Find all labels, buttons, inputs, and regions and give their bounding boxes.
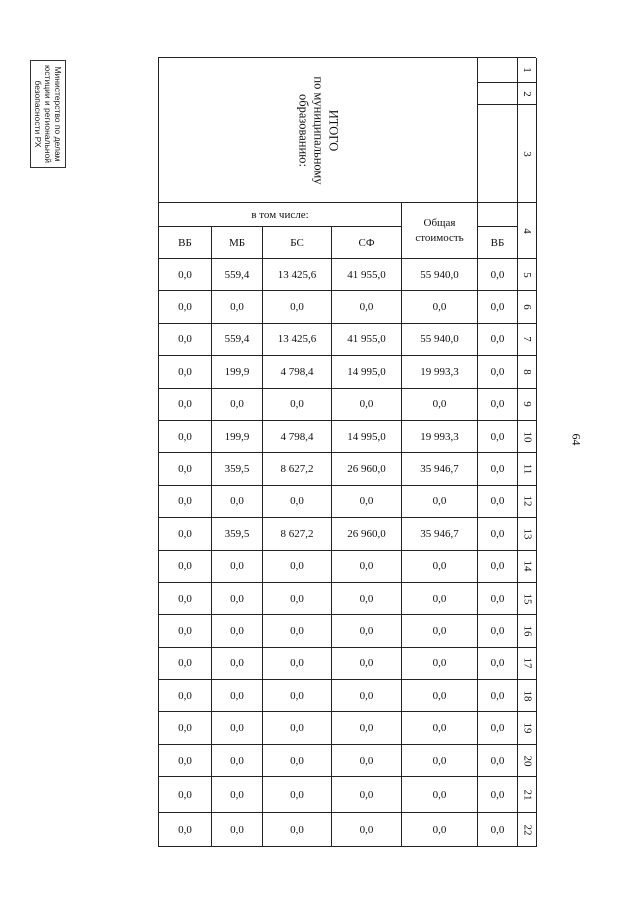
- cell-total: 0,0: [402, 291, 478, 323]
- row-number: 4: [521, 227, 533, 234]
- blank-header-cell: [478, 105, 518, 203]
- row-number-cell: [518, 518, 537, 550]
- row-number-cell: [518, 203, 537, 259]
- cell-total: 0,0: [402, 680, 478, 712]
- cell-total: 19 993,3: [402, 356, 478, 388]
- cell-sf: 0,0: [332, 813, 402, 847]
- column-header-sf: СФ: [332, 227, 402, 259]
- blank-header-cell: [478, 203, 518, 227]
- row-number: 11: [521, 463, 533, 475]
- cell-mb: 359,5: [212, 518, 263, 550]
- row-number-cell: [518, 291, 537, 323]
- cell-vb-2: 0,0: [478, 648, 518, 680]
- cell-bs: 0,0: [263, 745, 332, 777]
- cell-bs: 0,0: [263, 486, 332, 518]
- cell-total: 35 946,7: [402, 453, 478, 485]
- table-title-cell: [159, 58, 478, 203]
- cell-mb: 0,0: [212, 486, 263, 518]
- row-number: 5: [521, 271, 533, 278]
- row-number: 9: [521, 401, 533, 407]
- cell-vb-2: 0,0: [478, 712, 518, 744]
- cell-bs: 0,0: [263, 583, 332, 615]
- row-number-cell: [518, 421, 537, 453]
- cell-vb-2: 0,0: [478, 486, 518, 518]
- cell-vb-2: 0,0: [478, 421, 518, 453]
- cell-total: 0,0: [402, 389, 478, 421]
- cell-mb: 0,0: [212, 712, 263, 744]
- cell-bs: 0,0: [263, 777, 332, 813]
- cell-bs: 0,0: [263, 615, 332, 647]
- cell-vb: 0,0: [159, 813, 212, 847]
- row-number: 18: [521, 690, 533, 702]
- cell-vb-2: 0,0: [478, 813, 518, 847]
- cell-sf: 0,0: [332, 648, 402, 680]
- cell-vb-2: 0,0: [478, 551, 518, 583]
- cell-sf: 0,0: [332, 389, 402, 421]
- row-number: 13: [521, 528, 533, 540]
- row-number: 16: [521, 625, 533, 637]
- cell-mb: 559,4: [212, 259, 263, 291]
- cell-mb: 0,0: [212, 777, 263, 813]
- cell-bs: 0,0: [263, 389, 332, 421]
- stamp-line: юстиции и региональной: [43, 64, 53, 164]
- cell-mb: 0,0: [212, 551, 263, 583]
- title-line: по муниципальному: [311, 75, 326, 185]
- row-number: 14: [521, 560, 533, 572]
- row-number-cell: [518, 324, 537, 356]
- page-number: 64: [569, 433, 584, 446]
- cell-mb: 559,4: [212, 324, 263, 356]
- cell-total: 35 946,7: [402, 518, 478, 550]
- cell-sf: 0,0: [332, 745, 402, 777]
- ministry-stamp: [30, 60, 66, 168]
- cell-sf: 14 995,0: [332, 421, 402, 453]
- table-title: [295, 76, 340, 184]
- cell-vb: 0,0: [159, 583, 212, 615]
- row-number-cell: [518, 648, 537, 680]
- cell-bs: 8 627,2: [263, 453, 332, 485]
- cell-mb: 0,0: [212, 291, 263, 323]
- cell-bs: 0,0: [263, 680, 332, 712]
- row-number: 20: [521, 755, 533, 767]
- cell-vb: 0,0: [159, 745, 212, 777]
- cell-mb: 0,0: [212, 680, 263, 712]
- cell-vb: 0,0: [159, 680, 212, 712]
- row-number-cell: [518, 745, 537, 777]
- stamp-text: [31, 61, 65, 167]
- cell-sf: 41 955,0: [332, 324, 402, 356]
- cell-vb: 0,0: [159, 453, 212, 485]
- row-number-cell: [518, 486, 537, 518]
- cell-mb: 0,0: [212, 389, 263, 421]
- total-cost-line: Общая: [423, 216, 456, 229]
- cell-mb: 0,0: [212, 583, 263, 615]
- cell-vb: 0,0: [159, 615, 212, 647]
- cell-sf: 0,0: [332, 551, 402, 583]
- cell-vb: 0,0: [159, 486, 212, 518]
- cell-vb-2: 0,0: [478, 324, 518, 356]
- row-number-cell: [518, 356, 537, 388]
- cell-vb-2: 0,0: [478, 518, 518, 550]
- cell-mb: 359,5: [212, 453, 263, 485]
- cell-sf: 0,0: [332, 712, 402, 744]
- cell-total: 0,0: [402, 551, 478, 583]
- cell-sf: 26 960,0: [332, 453, 402, 485]
- cell-vb: 0,0: [159, 648, 212, 680]
- cell-mb: 199,9: [212, 421, 263, 453]
- cell-vb: 0,0: [159, 518, 212, 550]
- row-number-cell: [518, 389, 537, 421]
- row-number: 2: [521, 90, 533, 97]
- cell-total: 0,0: [402, 712, 478, 744]
- row-number: 1: [521, 67, 533, 73]
- row-number-cell: [518, 813, 537, 847]
- cell-total: 0,0: [402, 583, 478, 615]
- cell-mb: 0,0: [212, 615, 263, 647]
- cell-vb-2: 0,0: [478, 615, 518, 647]
- cell-vb: 0,0: [159, 356, 212, 388]
- cell-total: 19 993,3: [402, 421, 478, 453]
- row-number: 6: [521, 304, 533, 310]
- cell-vb-2: 0,0: [478, 583, 518, 615]
- column-header-vb-2: ВБ: [478, 227, 518, 259]
- cell-sf: 41 955,0: [332, 259, 402, 291]
- cell-bs: 8 627,2: [263, 518, 332, 550]
- cell-vb: 0,0: [159, 777, 212, 813]
- cell-sf: 14 995,0: [332, 356, 402, 388]
- cell-vb-2: 0,0: [478, 777, 518, 813]
- cell-mb: 199,9: [212, 356, 263, 388]
- row-number: 8: [521, 369, 533, 375]
- row-number-cell: [518, 583, 537, 615]
- cell-bs: 0,0: [263, 551, 332, 583]
- cell-sf: 0,0: [332, 291, 402, 323]
- row-number-cell: [518, 551, 537, 583]
- cell-bs: 0,0: [263, 813, 332, 847]
- row-number: 17: [521, 657, 533, 669]
- cell-total: 0,0: [402, 648, 478, 680]
- row-number-cell: [518, 58, 537, 83]
- cell-vb: 0,0: [159, 712, 212, 744]
- row-number: 22: [521, 824, 533, 836]
- cell-vb-2: 0,0: [478, 356, 518, 388]
- cell-mb: 0,0: [212, 648, 263, 680]
- blank-header-cell: [478, 58, 518, 83]
- cell-bs: 4 798,4: [263, 356, 332, 388]
- cell-mb: 0,0: [212, 813, 263, 847]
- cell-vb-2: 0,0: [478, 389, 518, 421]
- row-number-cell: [518, 615, 537, 647]
- column-header-vb: ВБ: [159, 227, 212, 259]
- cell-vb: 0,0: [159, 259, 212, 291]
- row-number-cell: [518, 259, 537, 291]
- cell-vb-2: 0,0: [478, 680, 518, 712]
- title-line: ИТОГО: [326, 109, 341, 151]
- cell-bs: 0,0: [263, 291, 332, 323]
- cell-total: 0,0: [402, 486, 478, 518]
- blank-header-cell: [478, 83, 518, 105]
- row-number: 10: [521, 431, 533, 443]
- cell-vb-2: 0,0: [478, 745, 518, 777]
- row-number-cell: [518, 712, 537, 744]
- row-number-cell: [518, 680, 537, 712]
- cell-bs: 4 798,4: [263, 421, 332, 453]
- total-cost-header: [402, 203, 478, 259]
- cell-vb: 0,0: [159, 421, 212, 453]
- row-number: 7: [521, 336, 533, 343]
- row-number: 21: [521, 789, 533, 801]
- cell-sf: 0,0: [332, 680, 402, 712]
- cell-total: 0,0: [402, 777, 478, 813]
- row-number-cell: [518, 105, 537, 203]
- cell-vb: 0,0: [159, 291, 212, 323]
- column-header-mb: МБ: [212, 227, 263, 259]
- row-number-cell: [518, 83, 537, 105]
- cell-total: 55 940,0: [402, 324, 478, 356]
- stamp-line: безопасности РХ: [33, 80, 43, 148]
- column-header-bs: БС: [263, 227, 332, 259]
- row-number: 19: [521, 722, 533, 734]
- cell-vb-2: 0,0: [478, 259, 518, 291]
- summary-table: [158, 57, 536, 847]
- cell-sf: 0,0: [332, 486, 402, 518]
- cell-sf: 26 960,0: [332, 518, 402, 550]
- cell-bs: 13 425,6: [263, 259, 332, 291]
- cell-sf: 0,0: [332, 583, 402, 615]
- stamp-line: Министерство по делам: [53, 66, 63, 162]
- cell-vb-2: 0,0: [478, 291, 518, 323]
- row-number-cell: [518, 777, 537, 813]
- cell-vb: 0,0: [159, 551, 212, 583]
- cell-bs: 0,0: [263, 648, 332, 680]
- cell-vb: 0,0: [159, 324, 212, 356]
- cell-total: 0,0: [402, 813, 478, 847]
- row-number: 15: [521, 593, 533, 605]
- cell-bs: 0,0: [263, 712, 332, 744]
- cell-bs: 13 425,6: [263, 324, 332, 356]
- cell-sf: 0,0: [332, 615, 402, 647]
- total-cost-line: стоимость: [415, 231, 464, 244]
- cell-total: 55 940,0: [402, 259, 478, 291]
- title-line: образованию:: [296, 93, 311, 167]
- row-number: 3: [521, 150, 533, 157]
- cell-vb: 0,0: [159, 389, 212, 421]
- row-number-cell: [518, 453, 537, 485]
- cell-total: 0,0: [402, 615, 478, 647]
- cell-total: 0,0: [402, 745, 478, 777]
- cell-sf: 0,0: [332, 777, 402, 813]
- cell-mb: 0,0: [212, 745, 263, 777]
- cell-vb-2: 0,0: [478, 453, 518, 485]
- row-number: 12: [521, 495, 533, 507]
- including-label: в том числе:: [159, 203, 402, 227]
